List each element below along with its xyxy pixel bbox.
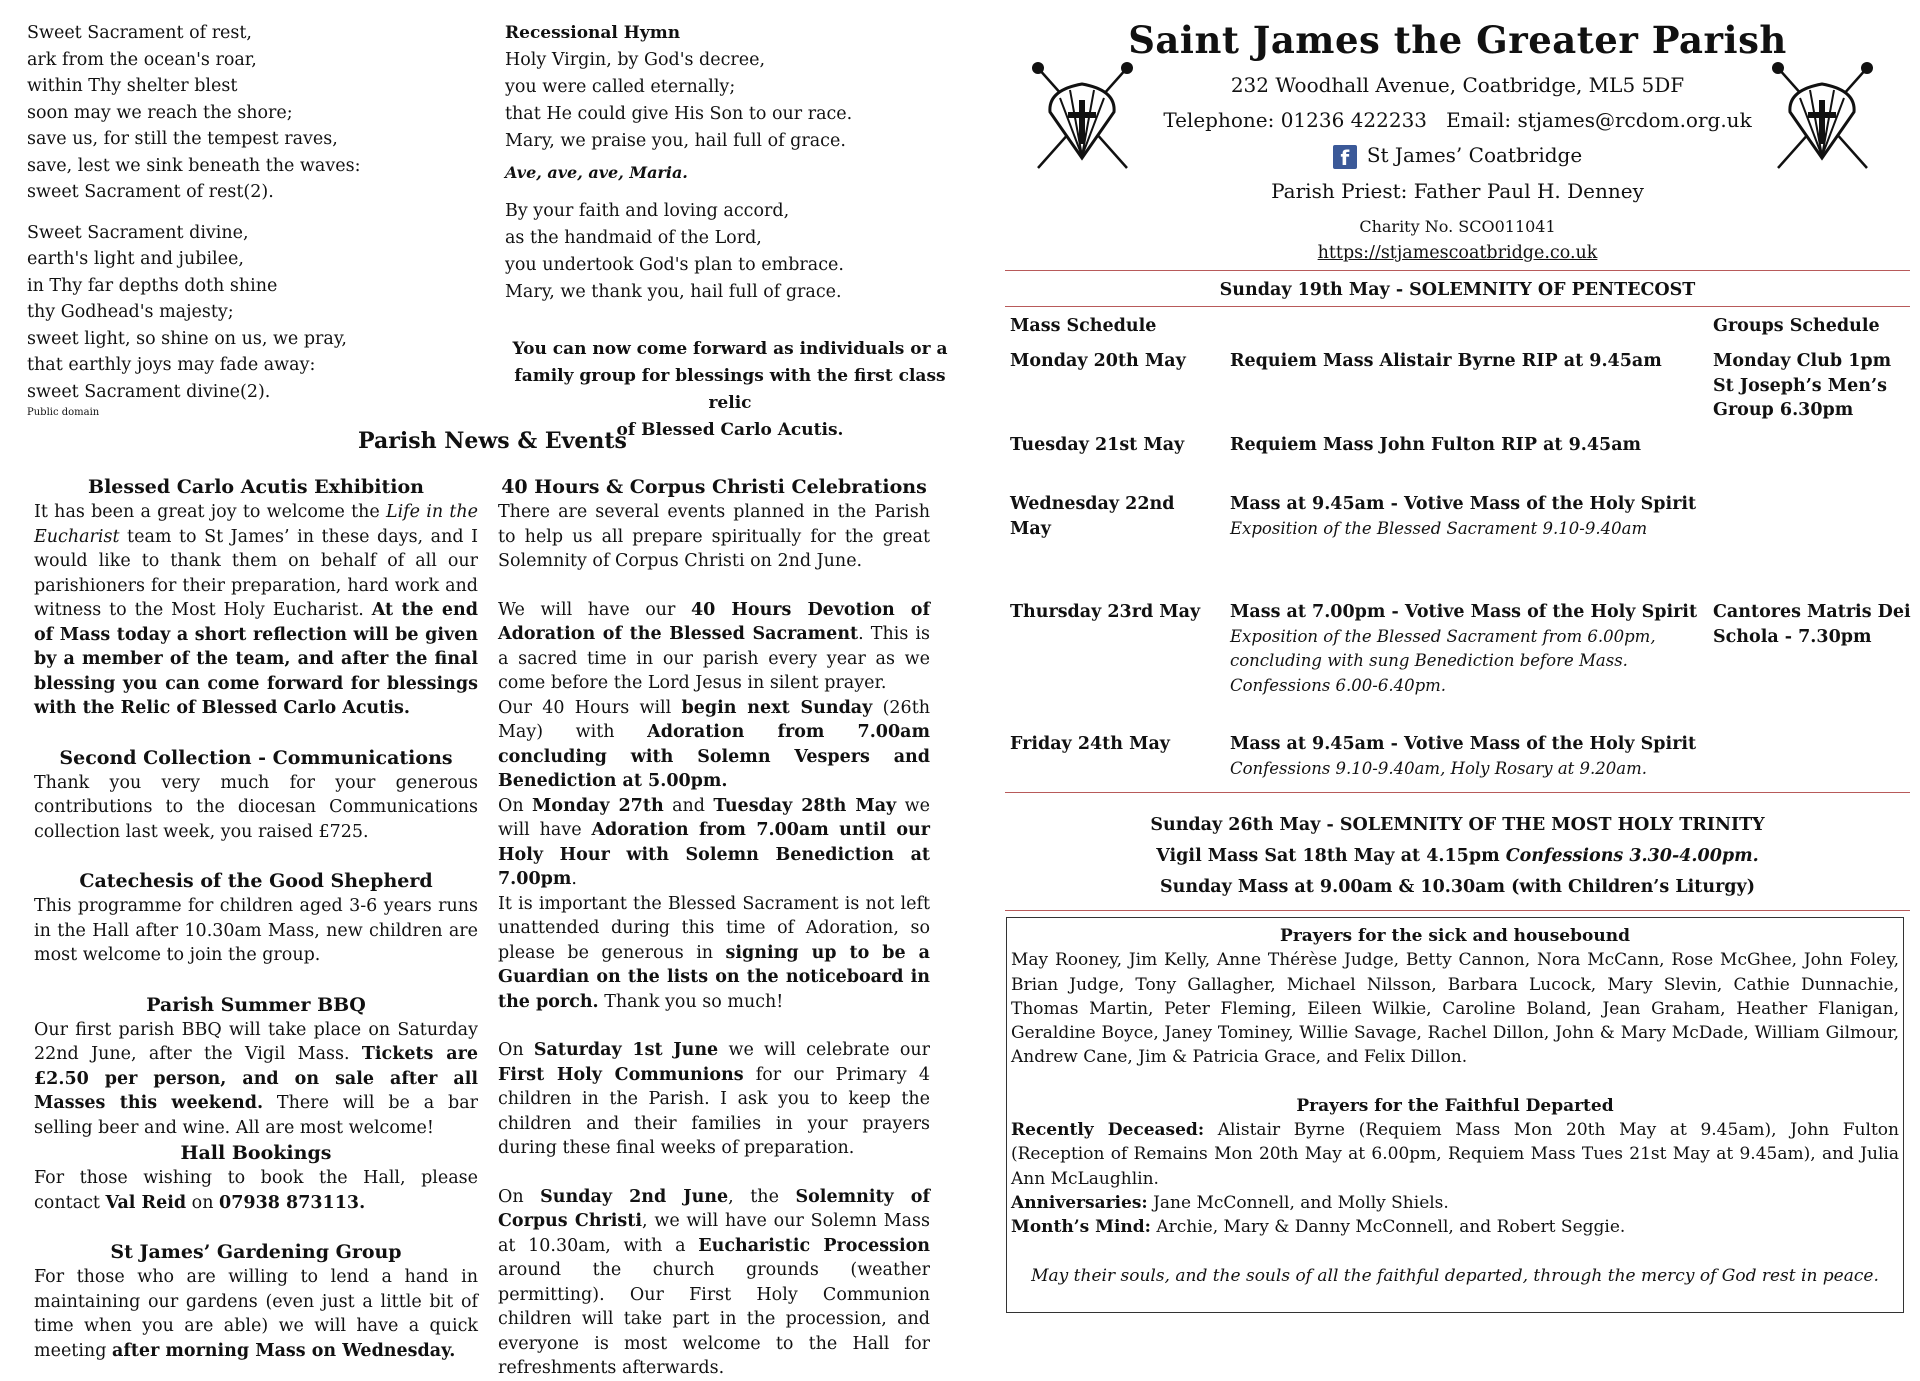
parish-news-title: Parish News & Events: [358, 428, 627, 454]
closing-prayer: May their souls, and the souls of all the faithful departed, through the mercy of God rest in peace.: [1031, 1265, 1879, 1286]
gardening-group-heading: St James’ Gardening Group: [110, 1241, 402, 1263]
schedule-mass: Mass at 9.45am - Votive Mass of the Holy Spirit Confessions 9.10-9.40am, Holy Rosary at 9.20am.: [1230, 734, 1697, 778]
groups-schedule-heading: Groups Schedule: [1713, 316, 1880, 336]
pentecost-heading: Sunday 19th May - SOLEMNITY OF PENTECOST: [1219, 280, 1696, 300]
parish-title: Saint James the Greater Parish: [1128, 18, 1787, 62]
gardening-group-text: For those who are willing to lend a hand in maintaining our gardens (even just a little bit of time when you are able) we will have a quick meeting after morning Mass on Wednesday.: [34, 1267, 478, 1361]
schedule-day: Monday 20th May: [1010, 351, 1186, 371]
parish-email[interactable]: Email: stjames@rcdom.org.uk: [1446, 108, 1752, 132]
facebook-page-name[interactable]: St James’ Coatbridge: [1366, 143, 1583, 167]
divider: [1005, 306, 1910, 307]
mass-schedule-heading: Mass Schedule: [1010, 316, 1157, 336]
public-domain-credit: Public domain: [27, 407, 100, 418]
anniversaries: Anniversaries: Jane McConnell, and Molly Shiels.: [1011, 1192, 1449, 1213]
parish-telephone: Telephone: 01236 422233: [1163, 108, 1428, 132]
parish-priest: Parish Priest: Father Paul H. Denney: [1271, 179, 1644, 203]
sunday-mass: Sunday Mass at 9.00am & 10.30am (with Children’s Liturgy): [1159, 877, 1755, 897]
schedule-groups: Cantores Matris Dei Schola - 7.30pm: [1713, 602, 1911, 647]
charity-number: Charity No. SCO011041: [1359, 217, 1556, 236]
carlo-exhibition-heading: Blessed Carlo Acutis Exhibition: [88, 476, 424, 498]
divider: [1005, 792, 1910, 793]
first-communions: On Saturday 1st June we will celebrate our First Holy Communions for our Primary 4 children in the Parish. I ask you to keep the children and their families in your prayers during these final weeks of preparation.: [498, 1040, 931, 1158]
departed-prayers-heading: Prayers for the Faithful Departed: [1296, 1095, 1614, 1116]
trinity-heading: Sunday 26th May - SOLEMNITY OF THE MOST HOLY TRINITY: [1150, 815, 1765, 835]
sick-prayers-heading: Prayers for the sick and housebound: [1280, 926, 1630, 946]
recessional-hymn-title: Recessional Hymn: [505, 23, 681, 43]
guardian-signup: It is important the Blessed Sacrament is not left unattended during this time of Adoration, so please be generous in signing up to be a Guardian on the lists on the noticeboard in the porch. Thank you so much!: [498, 893, 930, 1012]
hymn-sweet-sacrament: [27, 20, 467, 419]
second-collection-heading: Second Collection - Communications: [59, 746, 453, 769]
divider: [1005, 910, 1910, 911]
schedule-mass: Requiem Mass Alistair Byrne RIP at 9.45am: [1230, 351, 1662, 371]
forty-hours-start: Our 40 Hours will begin next Sunday (26th May) with Adoration from 7.00am concluding with Solemn Vespers and Benediction at 5.00pm.: [498, 697, 930, 791]
corpus-christi-procession: On Sunday 2nd June, the Solemnity of Corpus Christi, we will have our Solemn Mass at 10.30am, with a Eucharistic Procession around the church grounds (weather permitting). Our First Holy Communion children will take part in the procession, and everyone is most welcome to the Hall for refreshments afterwards.: [498, 1186, 930, 1378]
adoration-days: On Monday 27th and Tuesday 28th May we will have Adoration from 7.00am until our Holy Hour with Solemn Benediction at 7.00pm.: [498, 795, 931, 889]
hymn1-stanza-2: Sweet Sacrament divine, earth's light and jubilee, in Thy far depths doth shine thy Godhead's majesty; sweet light, so shine on us, we pray, that earthly joys may fade away: sweet Sacrament divine(2).: [27, 222, 347, 402]
hymn1-stanza-1: Sweet Sacrament of rest, ark from the ocean's roar, within Thy shelter blest soon may we reach the shore; save us, for still the tempest raves, save, lest we sink beneath the waves: sweet Sacrament of rest(2).: [27, 23, 361, 202]
hymn-refrain: Ave, ave, ave, Maria.: [505, 163, 688, 182]
recessional-hymn: Recessional Hymn Holy Virgin, by God's decree, you were called eternally; that He could give His Son to our race. Mary, we praise you, hail full of grace. Ave, ave, ave, Maria. By your faith and loving accord, as the handmaid of the Lord, you undertook God's plan to embrace. Mary, we thank you, hail full of grace.: [505, 20, 955, 306]
summer-bbq-heading: Parish Summer BBQ: [146, 993, 366, 1016]
corpus-christi-intro: There are several events planned in the Parish to help us all prepare spiritually for the great Solemnity of Corpus Christi on 2nd June.: [498, 502, 930, 571]
recently-deceased: Recently Deceased: Alistair Byrne (Requiem Mass Mon 20th May at 9.45am), John Fulton (Reception of Remains Mon 20th May at 6.00pm, Requiem Mass Tues 21st May at 9.45am), and Julia Ann McLaughlin.: [1011, 1120, 1899, 1189]
news-column-left: [34, 474, 478, 1363]
catechesis-heading: Catechesis of the Good Shepherd: [79, 870, 433, 892]
forty-hours-text: We will have our 40 Hours Devotion of Adoration of the Blessed Sacrament. This is a sacred time in our parish every year as we come before the Lord Jesus in silent prayer.: [498, 599, 931, 693]
schedule-mass: Mass at 7.00pm - Votive Mass of the Holy Spirit Exposition of the Blessed Sacrament from 6.00pm, concluding with sung Benediction before Mass. Confessions 6.00-6.40pm.: [1230, 602, 1698, 695]
months-mind: Month’s Mind: Archie, Mary & Danny McConnell, and Robert Seggie.: [1011, 1217, 1626, 1238]
trinity-section: [1005, 810, 1910, 903]
parish-address: 232 Woodhall Avenue, Coatbridge, ML5 5DF: [1230, 73, 1685, 97]
facebook-icon[interactable]: f: [1333, 145, 1357, 169]
catechesis-text: This programme for children aged 3-6 years runs in the Hall after 10.30am Mass, new children are most welcome to join the group.: [34, 896, 478, 965]
divider: [1005, 270, 1910, 271]
schedule-day: Friday 24th May: [1010, 734, 1170, 754]
news-column-right: [498, 474, 930, 1381]
facebook-line: [1005, 142, 1910, 169]
schedule-day: Tuesday 21st May: [1010, 435, 1185, 455]
prayers-box: [1006, 917, 1904, 1313]
hall-bookings-text: For those wishing to book the Hall, please contact Val Reid on 07938 873113.: [34, 1168, 478, 1213]
vigil-mass: Vigil Mass Sat 18th May at 4.15pm Confessions 3.30-4.00pm.: [1156, 846, 1759, 866]
schedule-mass: Mass at 9.45am - Votive Mass of the Holy Spirit Exposition of the Blessed Sacrament 9.10-9.40am: [1230, 494, 1697, 538]
second-collection-text: Thank you very much for your generous contributions to the diocesan Communications collection last week, you raised £725.: [34, 772, 478, 842]
schedule-day: Thursday 23rd May: [1010, 602, 1201, 622]
schedule-mass: Requiem Mass John Fulton RIP at 9.45am: [1230, 435, 1642, 455]
schedule-groups: Monday Club 1pm St Joseph’s Men’s Group 6.30pm: [1713, 351, 1892, 420]
contact-line: [1005, 107, 1910, 133]
corpus-christi-heading: 40 Hours & Corpus Christi Celebrations: [501, 476, 927, 498]
summer-bbq-text: Our first parish BBQ will take place on Saturday 22nd June, after the Vigil Mass. Tickets are £2.50 per person, and on sale after all Masses this weekend. There will be a bar selling beer and wine. All are most welcome!: [34, 1019, 478, 1138]
parish-website-link[interactable]: https://stjamescoatbridge.co.uk: [1317, 243, 1598, 263]
hall-bookings-heading: Hall Bookings: [180, 1142, 332, 1164]
schedule-day: Wednesday 22nd May: [1010, 494, 1175, 539]
carlo-exhibition-text: It has been a great joy to welcome the Life in the Eucharist team to St James’ in these days, and I would like to thank them on behalf of all our parishioners for their preparation, hard work and witness to the Most Holy Eucharist. At the end of Mass today a short reflection will be given by a member of the team, and after the final blessing you can come forward for blessings with the Relic of Blessed Carlo Acutis.: [34, 502, 479, 718]
relic-blessing-note: You can now come forward as individuals or a family group for blessings with the first class relic of Blessed Carlo Acutis.: [512, 339, 948, 440]
sick-names: May Rooney, Jim Kelly, Anne Thérèse Judge, Betty Cannon, Nora McCann, Rose McGhee, John Foley, Brian Judge, Tony Gallagher, Michael Nilsson, Barbara Lucock, Mary Slevin, Cathie Dunnachie, Thomas Martin, Peter Fleming, Eileen Wilkie, Caroline Boland, Jean Graham, Heather Flanigan, Geraldine Boyce, Janey Tominey, Willie Savage, Rachel Dillon, John & Mary McDade, William Gilmour, Andrew Cane, Jim & Patricia Grace, and Felix Dillon.: [1011, 950, 1899, 1068]
